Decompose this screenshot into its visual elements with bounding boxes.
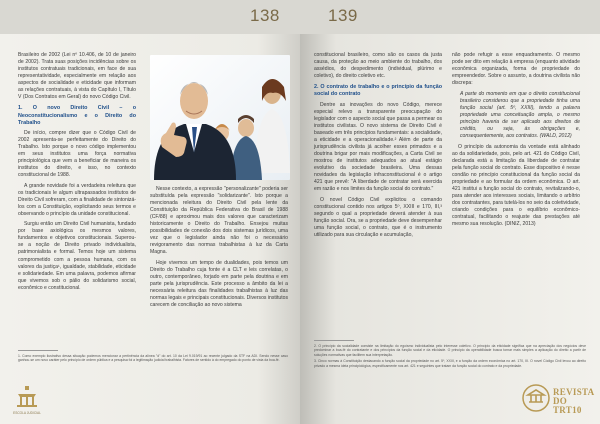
page-number: 139 [328, 6, 358, 25]
paragraph: constitucional brasileiro, como são os casos da justa causa, da proteção ao meio ambiente do trabalho, dos assédios, do despedimento (individual, plúrimo e coletivo), do direito coletivo etc. [314, 52, 442, 80]
paragraph: Brasileiro de 2002 (Lei nº 10.406, de 10 de janeiro de 2002). Trata suas posições incidências sobre os institutos contratuais tradicionais, em face de sua representatividade, especialmente em relação aos aspectos de socialidade e eticidade que informam as relações contratuais, à vista do Capítulo I, Título V (Dos Contratos em Geral) do novo Código Civil. [18, 52, 136, 101]
logo-label: ESCOLA JUDICIAL [13, 411, 41, 415]
business-people-photo [150, 55, 290, 180]
paragraph: De início, compre dizer que o Código Civil de 2002 apresenta-se perfeitamente do Direito do Trabalho. Isto porque o novo código implementou em seus institutos uma força normativa principiológica que vem a beneficiar de maneira os institutos do direito, e isso, no contexto constitucional de 1988. [18, 129, 136, 179]
paragraph: Nesse contexto, a expressão "personalizante" poderia ser substituída pela expressão "solidarizante". Isto porque a mencionada releitura do Direito Civil pela lente da Constituição da República Federativa do Brasil de 1988 (CF/88) e aproximou mais dos valores que caracterizam historicamente o Direito do Trabalho. Ensejou muitas possibilidades de conexão dos dois sistemas jurídicos, uma vez que o legislador ainda não foi o necessário revigoramento das normas trabalhistas à luz da Carta Magna. [150, 186, 288, 256]
paragraph: não pode refugir a esse enquadramento. O mesmo pode ser dito em relação à empresa (enquanto atividade econômica organizada, forma de propriedade do empreendedor. Sobre o assunto, a doutrina civilista não discrepa: [452, 52, 580, 87]
footnote: 3. Cinco normas à Constituição destacando a função social da propriedade no art. 5º, XXIII, e a função da ordem econômica no art. 170, III. O novel Código Civil levou ao direito privado a mesma ideia principiológica, especificamente nos art. 421 e seguintes que tratam da função social do contrato e da propriedade. [314, 359, 586, 368]
text-column [150, 186, 288, 313]
paragraph: A grande novidade foi a verdadeira releitura que os tradicionais le algum ultrapassados institutos de Direito Civil sofreram, com a finalidade de sintonizá-los com a Constituição, explicitando seus termos e observando o princípio da unidade constitucional. [18, 182, 136, 217]
footnotes [314, 344, 586, 370]
footnote-rule [18, 350, 58, 351]
text-column [18, 52, 136, 295]
paragraph: Surgiu então um Direito Civil humanista, fundado por base axiológica os mesmos valores, fundamentos e objetivos constitucionais. Superou-se a noção de Direito privado individualista, patrimonialista e formal. Temos hoje um sistema comprometido com a pessoa humana, com os valores da justiça¹, igualdade, stabilidade, eticidade e solidariedade. Em uma palavra, podemos afirmar que vivemos sob o pálio do solidarismo social, econômico e constitucional. [18, 221, 136, 291]
section-heading: 1. O novo Direito Civil – o Neoconstitucionalismo e o Direito do Trabalho [18, 105, 136, 126]
text-column [452, 52, 580, 232]
revista-trt10-logo [522, 382, 594, 418]
paragraph: O novel Código Civil explicitou o comando constitucional contido nos artigos 5º, XXIII e 170, III,³ segundo o qual a propriedade deverá atender à sua função social. Ora, se a propriedade deve desempenhar uma função social, o contrato, que é o instrumento utilizado para sua circulação e acumulação, [314, 196, 442, 238]
footnote: 1. Como exemplo ilustrativo dessa situação podemos mencionar a pertinência da alínea "d" do art. 10 da Lei 9.019/91 ao recente julgado da STF na ADI. Sendo nesse caso ganhou-se um novo caráter pelo princípio de ordem pública e a pesquisa foi a legitimação judicial trabalhista. Fatores de sentido à do empregado do ponto de vista da boa-fé. [18, 354, 288, 363]
section-heading: 2. O contrato de trabalho e o princípio da função social do contrato [314, 84, 442, 98]
text-column [314, 52, 442, 242]
footnote-rule [314, 340, 354, 341]
escola-judicial-logo [10, 384, 44, 418]
paragraph: O princípio da autonomia da vontade está alinhado ao da solidariedade, pois, pelo art. 421 do Código Civil, declarada está a limitação da liberdade de contratar pela função social do contrato. Esse dispositivo é nesse condão no princípio constitucional da função social da propriedade e ao formular da ordem econômica. O art. 421 institui a função social do contrato, revitalizando-o, para atender aos interesses sociais, limitando o arbítrio dos contratantes, para tutelá-los no seio da coletividade, criando condições para o equilíbrio econômico-contratual, facilitando o reajuste das prestações até mesmo sua resolução. (DINIZ, 2013) [452, 143, 580, 228]
footnote: 2. O princípio da socialidade consiste na limitação do egoísmo individualista pelo interesse coletivo. O princípio da eticidade significa que na apreciação dos negócios deve predominar a boa-fé do contratante e dos princípios da função social e da eticidade. O princípio da operabilidade busca tornar mais simples a aplicação do direito a partir de soluções normativas que facilitem sua interpretação. [314, 344, 586, 357]
paragraph: Hoje vivemos um tempo de dualidades, pois temos um Direito do Trabalho cuja fonte é a CLT e leis correlatas, o outro, contemporâneo, forjado em parte pela doutrina e em parte pela jurisprudência. Este processo a âmbito da lei a necessária releitura das finalidades trabalhistas à luz das normas legais e principais constitucionais. Diversos institutos carecem de conciliação ao novo sistema [150, 259, 288, 309]
right-page [300, 0, 600, 424]
paragraph: Dentre as inovações do novo Código, merece especial relevo a transparente preocupação do legislador com o aspecto social que passa a permear os institutos civilistas. O novo sistema de Direito Civil é baseado em três princípios fundamentais: a socialidade, a eticidade e a operacionalidade.² Além de parte da jurisprudência civilista já acolher esses primados e a doutrina brigar por mais modificações, a Carta Civil se mostrou de institutos adequados ao atual estágio evolutivo da sociedade brasileira. Uma dessas novidades da legislação infraconstitucional é o artigo 421 que prevê: "A liberdade de contratar será exercida em razão e nos limites da função social do contrato." [314, 101, 442, 193]
page-number: 138 [250, 6, 280, 25]
logo-label: REVISTA DO TRT10 [553, 387, 594, 415]
block-quote: A parte do momento em que o direito constitucional brasileiro considerou que a propriedade tinha uma função social (art. 5º, XXIII), tendo a palavra propriedade uma conceituação ampla, o mesmo princípio haveria de ser aplicado aos direitos de crédito, ou seja, às obrigações e, consequentemente, aos contratos. (WALD, 2012) [460, 90, 580, 139]
